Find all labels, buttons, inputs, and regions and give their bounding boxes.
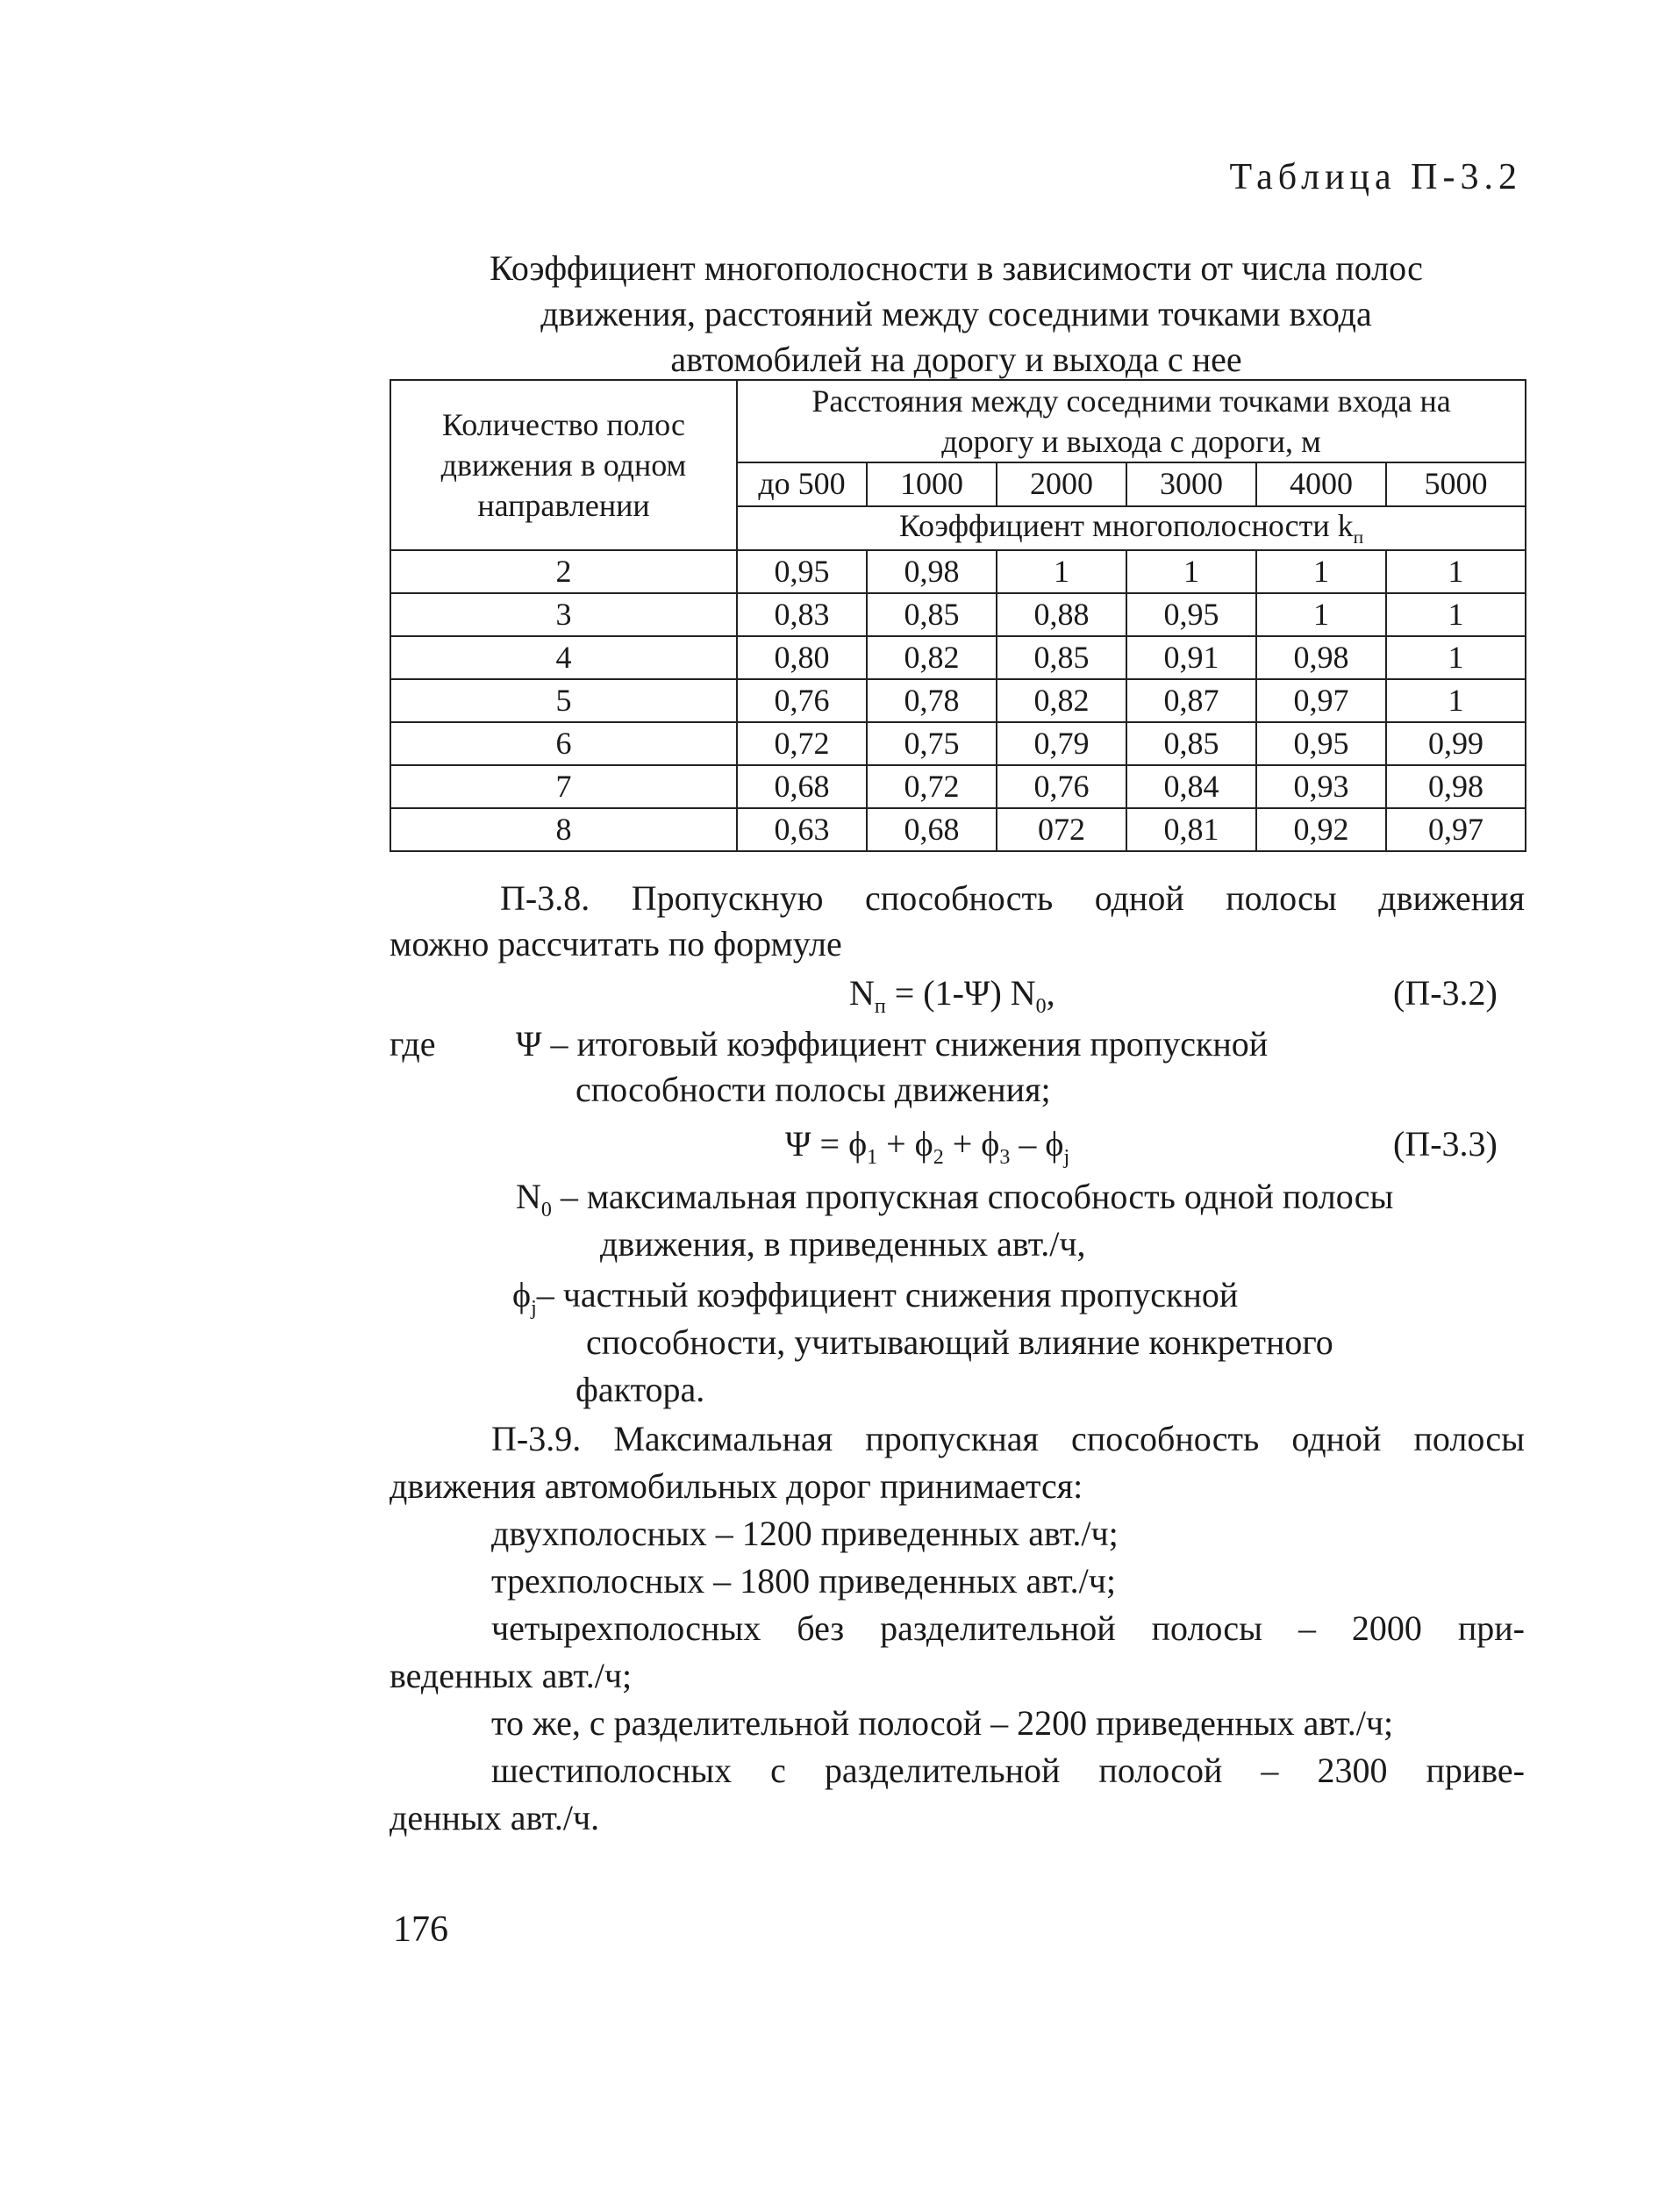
coefficient-cell: 0,76 [997,765,1126,808]
formula-p3-3: $\Psi = \phi_1 + \phi_2 + \phi_3 - \phi_j$ [785,1124,1070,1169]
p39-item-1: двухполосных – 1200 приведенных авт./ч; [491,1514,1119,1553]
lanes-cell: 2 [390,550,737,593]
corner-header: Количество полос движения в одном направлении [390,380,737,550]
distance-header: 2000 [997,462,1126,506]
coefficient-cell: 0,82 [867,636,997,679]
coefficient-cell: 0,98 [1386,765,1526,808]
table-row [390,808,1526,851]
page-number: 176 [393,1909,448,1950]
table-caption-line-1: Коэффициент многополосности в зависимости от числа полос [490,248,1423,288]
table-caption-line-2: движения, расстояний между соседними точками входа [540,294,1372,333]
p39-item-5-line-1: шестиполосных с разделительной полосой – 2300 приве- [491,1751,1525,1790]
table-row [390,679,1526,722]
table-row [390,765,1526,808]
n0-definition-line-1: $N_0$ – максимальная пропускная способность одной полосы [516,1177,1394,1221]
lanes-cell: 6 [390,722,737,765]
phi-definition-line-3: фактора. [575,1370,705,1409]
table-caption-line-3: автомобилей на дорогу и выхода с нее [670,340,1242,379]
distance-header: до 500 [737,462,867,506]
coefficient-cell: 0,93 [1256,765,1386,808]
coefficient-cell: 1 [1256,550,1386,593]
coefficient-cell: 0,84 [1126,765,1256,808]
table-row [390,550,1526,593]
coefficient-cell: 0,98 [1256,636,1386,679]
coefficient-header: Коэффициент многополосности $k_п$ [737,506,1526,550]
lanes-cell: 5 [390,679,737,722]
coefficient-cell: 1 [1126,550,1256,593]
coefficient-cell: 1 [1386,550,1526,593]
coefficient-cell: 0,95 [737,550,867,593]
table-row [390,722,1526,765]
coefficient-cell: 0,88 [997,593,1126,636]
distance-header: 1000 [867,462,997,506]
table-row [390,593,1526,636]
coefficient-table [390,379,1526,852]
coefficient-cell: 0,80 [737,636,867,679]
p39-item-4: то же, с разделительной полосой – 2200 приведенных авт./ч; [491,1703,1394,1743]
coefficient-cell: 0,83 [737,593,867,636]
table-row [390,636,1526,679]
coefficient-cell: 0,97 [1386,808,1526,851]
coefficient-cell: 1 [1256,593,1386,636]
distance-group-header: Расстояния между соседними точками входа на дорогу и выхода с дороги, м [737,380,1526,462]
coefficient-cell: 0,82 [997,679,1126,722]
p39-item-5-line-2: денных авт./ч. [390,1798,600,1837]
coefficient-cell: 0,99 [1386,722,1526,765]
lanes-cell: 4 [390,636,737,679]
where-label: где [390,1024,436,1064]
p38-line-1: П-3.8. Пропускную способность одной полосы движения [500,878,1525,918]
phi-definition-line-2: способности, учитывающий влияние конкретного [586,1322,1333,1362]
p39-item-3-line-1: четырехполосных без разделительной полосы – 2000 при- [491,1608,1525,1648]
psi-definition-line-1: Ψ – итоговый коэффициент снижения пропускной [516,1024,1269,1064]
coefficient-cell: 0,75 [867,722,997,765]
coefficient-cell: 1 [1386,593,1526,636]
coefficient-cell: 0,85 [997,636,1126,679]
psi-definition-line-2: способности полосы движения; [575,1070,1051,1109]
lanes-cell: 8 [390,808,737,851]
coefficient-cell: 0,63 [737,808,867,851]
coefficient-cell: 0,91 [1126,636,1256,679]
coefficient-cell: 0,72 [867,765,997,808]
distance-header: 4000 [1256,462,1386,506]
coefficient-cell: 0,85 [1126,722,1256,765]
phi-definition-line-1: $\phi_j-$ частный коэффициент снижения пропускной [512,1275,1239,1320]
lanes-cell: 3 [390,593,737,636]
p38-line-2: можно рассчитать по формуле [390,924,842,963]
p39-line-2: движения автомобильных дорог принимается: [390,1466,1083,1506]
coefficient-cell: 072 [997,808,1126,851]
lanes-cell: 7 [390,765,737,808]
coefficient-cell: 0,95 [1256,722,1386,765]
coefficient-cell: 0,85 [867,593,997,636]
table-label: Таблица П-3.2 [1229,157,1522,197]
coefficient-cell: 0,79 [997,722,1126,765]
coefficient-cell: 0,97 [1256,679,1386,722]
formula-number-p3-2: (П-3.2) [1393,973,1498,1013]
p39-item-2: трехполосных – 1800 приведенных авт./ч; [491,1561,1117,1601]
coefficient-cell: 0,76 [737,679,867,722]
coefficient-cell: 1 [1386,679,1526,722]
formula-p3-2: $N_п = (1-\Psi)$ $N_0$, [849,973,1055,1018]
p39-line-1: П-3.9. Максимальная пропускная способность одной полосы [491,1419,1525,1458]
coefficient-cell: 0,92 [1256,808,1386,851]
distance-header: 5000 [1386,462,1526,506]
coefficient-cell: 0,87 [1126,679,1256,722]
coefficient-cell: 0,81 [1126,808,1256,851]
formula-number-p3-3: (П-3.3) [1393,1124,1498,1164]
coefficient-cell: 0,78 [867,679,997,722]
p39-item-3-line-2: веденных авт./ч; [390,1656,633,1695]
distance-header: 3000 [1126,462,1256,506]
coefficient-cell: 0,68 [737,765,867,808]
coefficient-cell: 0,95 [1126,593,1256,636]
n0-definition-line-2: движения, в приведенных авт./ч, [600,1224,1086,1264]
coefficient-cell: 0,68 [867,808,997,851]
table-body [390,550,1526,851]
coefficient-cell: 0,98 [867,550,997,593]
coefficient-cell: 1 [997,550,1126,593]
coefficient-cell: 1 [1386,636,1526,679]
coefficient-cell: 0,72 [737,722,867,765]
